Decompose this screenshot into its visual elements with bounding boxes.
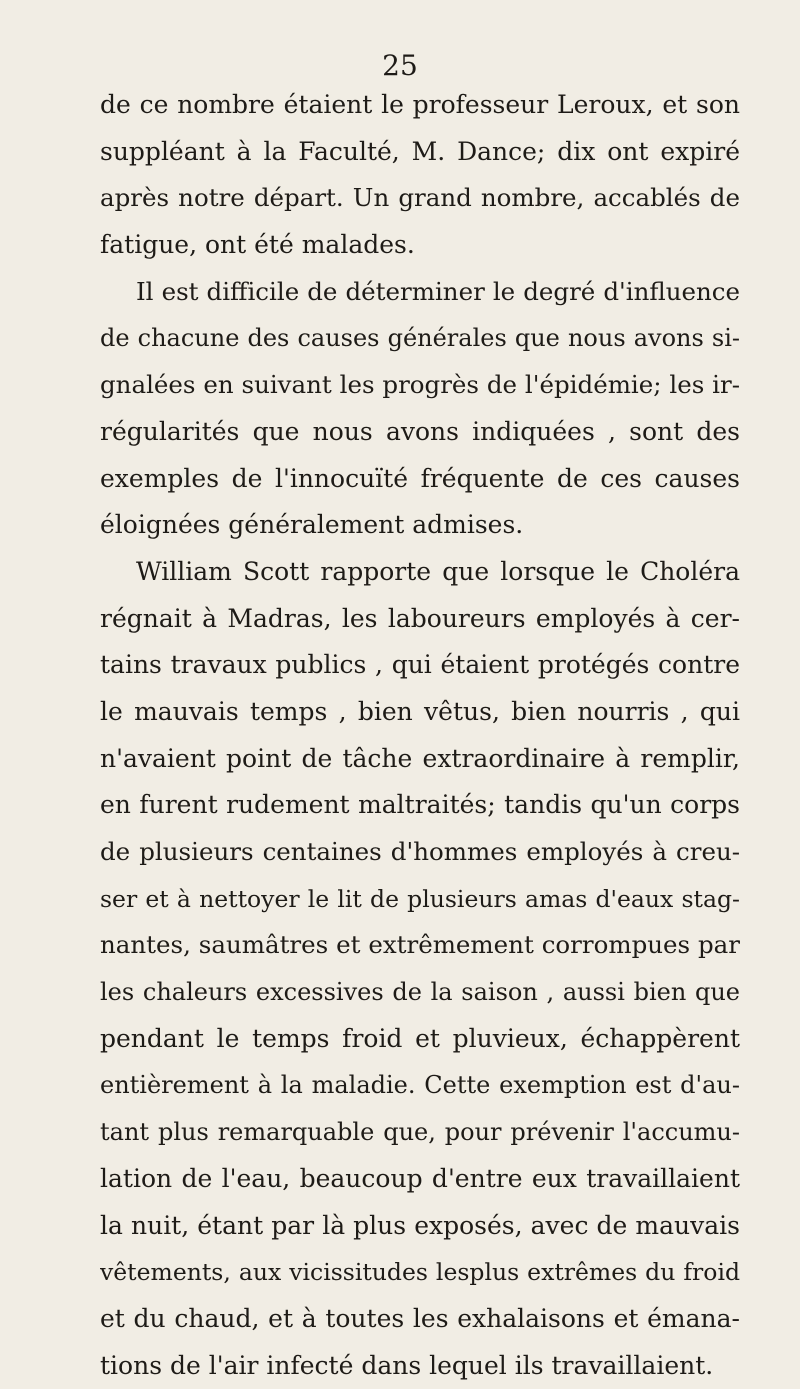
text-line: nantes, saumâtres et extrêmement corrompues par	[100, 930, 740, 960]
text-line: et du chaud, et à toutes les exhalaisons et émana-	[100, 1303, 740, 1333]
text-line: gnalées en suivant les progrès de l'épidémie; les ir-	[100, 370, 740, 400]
text-line: en furent rudement maltraités; tandis qu'un corps	[100, 790, 740, 820]
text-line: de plusieurs centaines d'hommes employés à creu-	[100, 837, 740, 866]
text-line: tains travaux publics , qui étaient protégés contre	[100, 650, 740, 680]
text-line: régnait à Madras, les laboureurs employés à cer-	[100, 603, 740, 633]
body-text	[100, 82, 740, 1389]
text-line: de ce nombre étaient le professeur Leroux, et son	[100, 90, 740, 119]
text-line: ser et à nettoyer le lit de plusieurs amas d'eaux stag-	[100, 884, 740, 913]
text-line: fatigue, ont été malades.	[100, 230, 415, 260]
text-line: de chacune des causes générales que nous avons si-	[100, 324, 740, 353]
text-line: tant plus remarquable que, pour prévenir l'accumu-	[100, 1118, 740, 1147]
text-line: suppléant à la Faculté, M. Dance; dix ont expiré	[100, 136, 740, 166]
text-line: régularités que nous avons indiquées , sont des	[100, 416, 740, 446]
text-line: William Scott rapporte que lorsque le Choléra	[136, 556, 740, 586]
text-line: vêtements, aux vicissitudes lesplus extrêmes du froid	[100, 1258, 740, 1287]
text-line: éloignées généralement admises.	[100, 510, 524, 540]
text-line: lation de l'eau, beaucoup d'entre eux travaillaient	[100, 1163, 740, 1193]
text-line: n'avaient point de tâche extraordinaire à remplir,	[100, 743, 740, 773]
text-line: entièrement à la maladie. Cette exemption est d'au-	[100, 1071, 740, 1100]
page-number: 25	[382, 49, 418, 82]
text-line: le mauvais temps , bien vêtus, bien nourris , qui	[100, 696, 740, 726]
text-line: Il est difficile de déterminer le degré d'influence	[136, 276, 740, 306]
text-line: tions de l'air infecté dans lequel ils travaillaient.	[100, 1350, 714, 1380]
text-line: pendant le temps froid et pluvieux, échappèrent	[100, 1023, 740, 1053]
text-line: après notre départ. Un grand nombre, accablés de	[100, 183, 740, 213]
text-line: exemples de l'innocuïté fréquente de ces causes	[100, 463, 740, 493]
text-line: la nuit, étant par là plus exposés, avec de mauvais	[100, 1210, 740, 1240]
text-line: les chaleurs excessives de la saison , aussi bien que	[100, 978, 740, 1007]
